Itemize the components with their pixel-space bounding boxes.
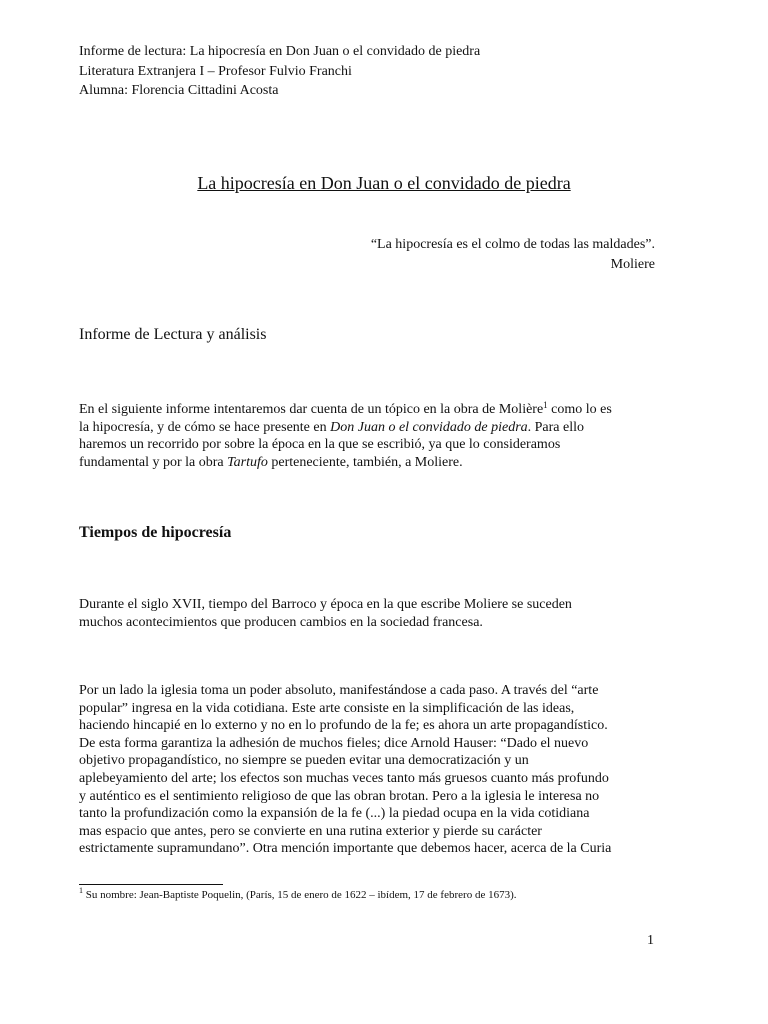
header-line-student: Alumna: Florencia Cittadini Acosta	[79, 83, 279, 98]
header-line-course: Literatura Extranjera I – Profesor Fulvio Franchi	[79, 63, 352, 79]
page-number: 1	[647, 933, 654, 948]
document-title: La hipocresía en Don Juan o el convidado de piedra	[197, 173, 571, 193]
paragraph-line: mas espacio que antes, pero se convierte en una rutina exterior y pierde su carácter	[79, 823, 542, 839]
footnote	[79, 886, 517, 901]
intro-line	[79, 401, 659, 419]
footnote-separator	[79, 884, 223, 885]
footnote-mark: 1	[79, 886, 83, 895]
paragraph-line: tanto la profundización como la expansión de la fe (...) la piedad ocupa en la vida cotidiana	[79, 806, 590, 822]
footnote-text: Su nombre: Jean-Baptiste Poquelin, (París, 15 de enero de 1622 – ibídem, 17 de febrero de 1673).	[83, 889, 517, 901]
text-run: fundamental y por la obra	[79, 454, 228, 470]
section-subheading: Informe de Lectura y análisis	[79, 326, 267, 343]
intro-line	[79, 454, 659, 472]
paragraph-baroque	[79, 596, 659, 631]
text-run: . Para ello	[527, 419, 585, 435]
paragraph-line: muchos acontecimientos que producen cambios en la sociedad francesa.	[79, 614, 483, 630]
text-run: perteneciente, también, a Moliere.	[267, 454, 463, 470]
intro-line	[79, 419, 659, 437]
intro-paragraph	[79, 401, 659, 471]
epigraph-author: Moliere	[610, 257, 655, 272]
paragraph-line: Por un lado la iglesia toma un poder absoluto, manifestándose a cada paso. A través del “arte	[79, 683, 599, 698]
text-run: En el siguiente informe intentaremos dar cuenta de un tópico en la obra de Molière	[79, 402, 544, 417]
header-line-report: Informe de lectura: La hipocresía en Don Juan o el convidado de piedra	[79, 44, 481, 59]
text-run: la hipocresía, y de cómo se hace presente en	[79, 419, 331, 435]
intro-line: haremos un recorrido por sobre la época en la que se escribió, ya que lo consideramos	[79, 437, 561, 453]
footnote-reference: 1	[543, 400, 548, 410]
paragraph-line: Durante el siglo XVII, tiempo del Barroco y época en la que escribe Moliere se suceden	[79, 597, 572, 612]
paragraph-line: objetivo propagandístico, no siempre se pueden evitar una democratización y un	[79, 753, 529, 769]
paragraph-line: y auténtico es el sentimiento religioso de que las obran brotan. Pero a la iglesia le interesa no	[79, 788, 600, 804]
paragraph-line: aplebeyamiento del arte; los efectos son muchas veces tanto más gruesos cuanto más profundo	[79, 770, 609, 786]
section-heading: Tiempos de hipocresía	[79, 524, 232, 541]
epigraph	[371, 235, 655, 275]
paragraph-line: popular” ingresa en la vida cotidiana. Este arte consiste en la simplificación de las ideas,	[79, 700, 575, 716]
work-title-italic: Don Juan o el convidado de piedra	[330, 419, 528, 435]
paragraph-church	[79, 682, 659, 858]
work-title-italic: Tartufo	[227, 454, 268, 470]
paragraph-line: De esta forma garantiza la adhesión de muchos fieles; dice Arnold Hauser: “Dado el nuevo	[79, 735, 589, 751]
text-run: como lo es	[547, 402, 612, 417]
paragraph-line: haciendo hincapié en lo externo y no en lo profundo de la fe; es ahora un arte propagandístico.	[79, 718, 608, 734]
document-header	[79, 42, 480, 101]
epigraph-quote: “La hipocresía es el colmo de todas las maldades”.	[370, 237, 655, 252]
paragraph-line: estrictamente supramundano”. Otra mención importante que debemos hacer, acerca de la Curia	[79, 841, 612, 857]
